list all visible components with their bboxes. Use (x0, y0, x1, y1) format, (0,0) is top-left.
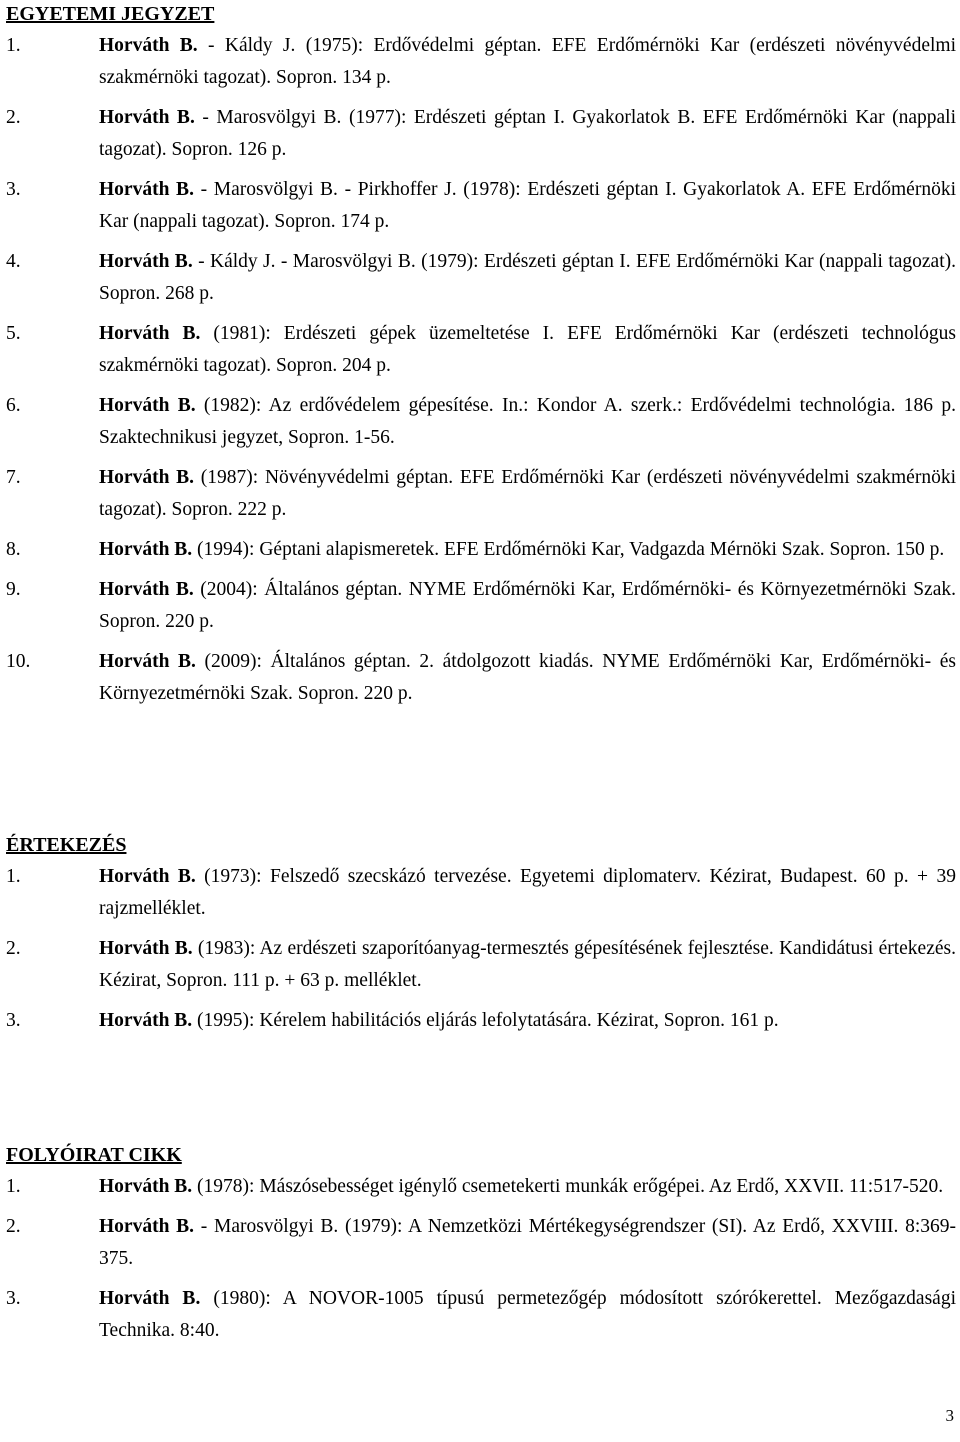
item-text: (1981): Erdészeti gépek üzemeltetése I. EFE Erdőmérnöki Kar (erdészeti technológus szakmérnöki tagozat). Sopron. 204 p. (99, 323, 956, 376)
item-text: (1994): Géptani alapismeretek. EFE Erdőmérnöki Kar, Vadgazda Mérnöki Szak. Sopron. 150 p. (192, 539, 945, 560)
item-author: Horváth B. (99, 395, 196, 416)
list-item (6, 1171, 956, 1203)
item-number: 2. (6, 1216, 21, 1237)
item-text: (1995): Kérelem habilitációs eljárás lefolytatására. Kézirat, Sopron. 161 p. (192, 1010, 779, 1031)
item-author: Horváth B. (99, 35, 198, 56)
list-item (6, 574, 956, 638)
item-author: Horváth B. (99, 1216, 195, 1237)
item-author: Horváth B. (99, 938, 193, 959)
item-number: 1. (6, 35, 21, 56)
item-number: 2. (6, 938, 21, 959)
section-heading: EGYETEMI JEGYZET (6, 3, 215, 25)
item-number: 4. (6, 251, 21, 272)
item-author: Horváth B. (99, 179, 194, 200)
item-number: 3. (6, 1010, 21, 1031)
item-author: Horváth B. (99, 1176, 193, 1197)
item-text: - Marosvölgyi B. (1977): Erdészeti géptan I. Gyakorlatok B. EFE Erdőmérnöki Kar (nappali tagozat). Sopron. 126 p. (99, 107, 956, 160)
item-author: Horváth B. (99, 467, 195, 488)
item-author: Horváth B. (99, 1010, 193, 1031)
list-item (6, 174, 956, 238)
item-number: 3. (6, 179, 21, 200)
list-item (6, 30, 956, 94)
section-heading: FOLYÓIRAT CIKK (6, 1144, 182, 1166)
item-text: - Marosvölgyi B. - Pirkhoffer J. (1978): Erdészeti géptan I. Gyakorlatok A. EFE Erdőmérnöki Kar (nappali tagozat). Sopron. 174 p. (99, 179, 956, 232)
item-author: Horváth B. (99, 1288, 201, 1309)
item-text: (1980): A NOVOR-1005 típusú permetezőgép módosított szórókerettel. Mezőgazdasági Technika. 8:40. (99, 1288, 956, 1341)
section-heading: ÉRTEKEZÉS (6, 834, 127, 856)
list-item (6, 1283, 956, 1347)
list-item (6, 1211, 956, 1275)
list-item (6, 1005, 956, 1037)
item-number: 1. (6, 866, 21, 887)
item-number: 6. (6, 395, 21, 416)
item-text: (1983): Az erdészeti szaporítóanyag-termesztés gépesítésének fejlesztése. Kandidátusi értekezés. Kézirat, Sopron. 111 p. + 63 p. melléklet. (99, 938, 956, 991)
item-text: - Marosvölgyi B. (1979): A Nemzetközi Mértékegységrendszer (SI). Az Erdő, XXVIII. 8:369-375. (99, 1216, 957, 1269)
list-item (6, 534, 956, 566)
item-number: 2. (6, 107, 21, 128)
item-number: 10. (6, 651, 31, 672)
list-item (6, 318, 956, 382)
item-author: Horváth B. (99, 539, 193, 560)
item-text: - Káldy J. - Marosvölgyi B. (1979): Erdészeti géptan I. EFE Erdőmérnöki Kar (nappali tagozat). Sopron. 268 p. (99, 251, 956, 304)
item-number: 9. (6, 579, 21, 600)
item-text: (2004): Általános géptan. NYME Erdőmérnöki Kar, Erdőmérnöki- és Környezetmérnöki Szak. Sopron. 220 p. (99, 579, 956, 632)
item-number: 8. (6, 539, 21, 560)
section-egyetemi-jegyzet (6, 0, 956, 718)
list-item (6, 462, 956, 526)
list-item (6, 390, 956, 454)
list-item (6, 933, 956, 997)
section-ertekezes (6, 829, 956, 1045)
list-item (6, 102, 956, 166)
item-number: 1. (6, 1176, 21, 1197)
item-text: (2009): Általános géptan. 2. átdolgozott kiadás. NYME Erdőmérnöki Kar, Erdőmérnöki- és Környezetmérnöki Szak. Sopron. 220 p. (99, 651, 957, 704)
item-number: 3. (6, 1288, 21, 1309)
item-author: Horváth B. (99, 251, 193, 272)
item-author: Horváth B. (99, 579, 194, 600)
item-text: (1982): Az erdővédelem gépesítése. In.: Kondor A. szerk.: Erdővédelmi technológia. 186 p. Szaktechnikusi jegyzet, Sopron. 1-56. (99, 395, 956, 448)
item-author: Horváth B. (99, 107, 195, 128)
item-author: Horváth B. (99, 866, 196, 887)
item-number: 7. (6, 467, 21, 488)
item-text: - Káldy J. (1975): Erdővédelmi géptan. EFE Erdőmérnöki Kar (erdészeti növényvédelmi szakmérnöki tagozat). Sopron. 134 p. (99, 35, 956, 88)
item-text: (1978): Mászósebességet igénylő csemetekerti munkák erőgépei. Az Erdő, XXVII. 11:517-520. (192, 1176, 944, 1197)
section-folyoirat-cikk (6, 1139, 956, 1355)
item-text: (1987): Növényvédelmi géptan. EFE Erdőmérnöki Kar (erdészeti növényvédelmi szakmérnöki tagozat). Sopron. 222 p. (99, 467, 956, 520)
item-number: 5. (6, 323, 21, 344)
page-number: 3 (945, 1406, 954, 1425)
list-item (6, 246, 956, 310)
item-author: Horváth B. (99, 323, 201, 344)
item-author: Horváth B. (99, 651, 196, 672)
list-item (6, 646, 956, 710)
item-text: (1973): Felszedő szecskázó tervezése. Egyetemi diplomaterv. Kézirat, Budapest. 60 p. + 39 rajzmelléklet. (99, 866, 956, 919)
list-item (6, 861, 956, 925)
